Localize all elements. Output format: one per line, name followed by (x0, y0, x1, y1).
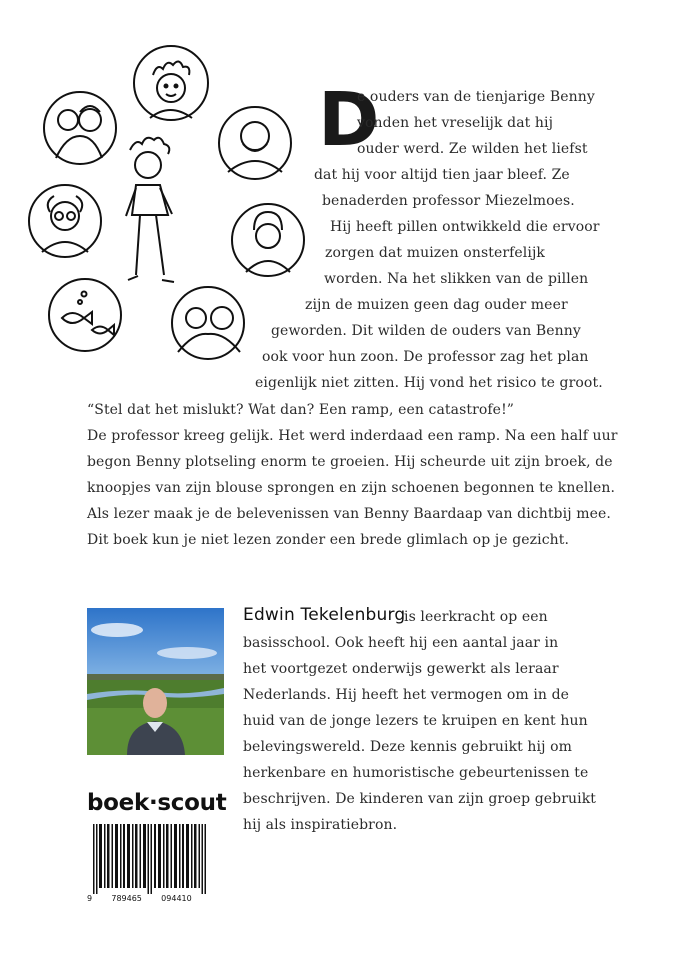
logo-scout: scout (157, 790, 227, 816)
blurb-line: ouder werd. Ze wilden het liefst (357, 141, 588, 157)
barcode-bars (87, 824, 211, 894)
benny-figure (126, 138, 174, 282)
blurb-line: ook voor hun zoon. De professor zag het plan (262, 349, 589, 365)
logo-dot: · (148, 790, 158, 816)
author-bio-line: beschrijven. De kinderen van zijn groep gebruikt (243, 791, 597, 807)
author-bio-line: huid van de jonge lezers te kruipen en kent hun (243, 713, 588, 729)
blurb-line: Hij heeft pillen ontwikkeld die ervoor (330, 219, 600, 235)
publisher-logo (87, 790, 226, 816)
character-illustration (28, 40, 308, 370)
author-bio-line: het voortgezet onderwijs gewerkt als leraar (243, 661, 559, 677)
blurb-line: vonden het vreselijk dat hij (357, 115, 554, 131)
author-bio-line: basisschool. Ook heeft hij een aantal jaar in (243, 635, 559, 651)
blurb-line: worden. Na het slikken van de pillen (324, 271, 589, 287)
author-bio-line: herkenbare en humoristische gebeurtenissen te (243, 765, 589, 781)
author-bio-line: hij als inspiratiebron. (243, 817, 398, 833)
blurb-line: begon Benny plotseling enorm te groeien. Hij scheurde uit zijn broek, de (87, 454, 613, 470)
blurb-line: Als lezer maak je de belevenissen van Benny Baardaap van dichtbij mee. (87, 506, 611, 522)
author-photo (87, 608, 224, 755)
author-bio-line: Nederlands. Hij heeft het vermogen om in de (243, 687, 570, 703)
author-name: Edwin Tekelenburg (243, 605, 406, 625)
drop-cap: D (318, 77, 380, 163)
blurb-line: Dit boek kun je niet lezen zonder een brede glimlach op je gezicht. (87, 532, 570, 548)
blurb-line: “Stel dat het mislukt? Wat dan? Een ramp, een catastrofe!” (87, 402, 515, 418)
logo-boek: boek (87, 790, 149, 816)
blurb-line: zorgen dat muizen onsterfelijk (325, 245, 545, 261)
characters-drawing (28, 40, 308, 370)
blurb-line: De professor kreeg gelijk. Het werd inderdaad een ramp. Na een half uur (87, 428, 618, 444)
blurb-line: geworden. Dit wilden de ouders van Benny (271, 323, 581, 339)
blurb-line: knoopjes van zijn blouse sprongen en zijn schoenen begonnen te knellen. (87, 480, 616, 496)
blurb-line: eigenlijk niet zitten. Hij vond het risico te groot. (255, 375, 603, 391)
author-bio-line: is leerkracht op een (404, 609, 548, 625)
author-bio-line: belevingswereld. Deze kennis gebruikt hij om (243, 739, 573, 755)
blurb-line: zijn de muizen geen dag ouder meer (305, 297, 568, 313)
isbn-left-group: 789465 (111, 894, 142, 903)
isbn-right-group: 094410 (161, 894, 192, 903)
blurb-line: benaderden professor Miezelmoes. (322, 193, 575, 209)
blurb-line: e ouders van de tienjarige Benny (357, 89, 595, 105)
isbn-digits (87, 894, 211, 903)
isbn-first-digit: 9 (87, 894, 93, 903)
blurb-line: dat hij voor altijd tien jaar bleef. Ze (314, 167, 570, 183)
